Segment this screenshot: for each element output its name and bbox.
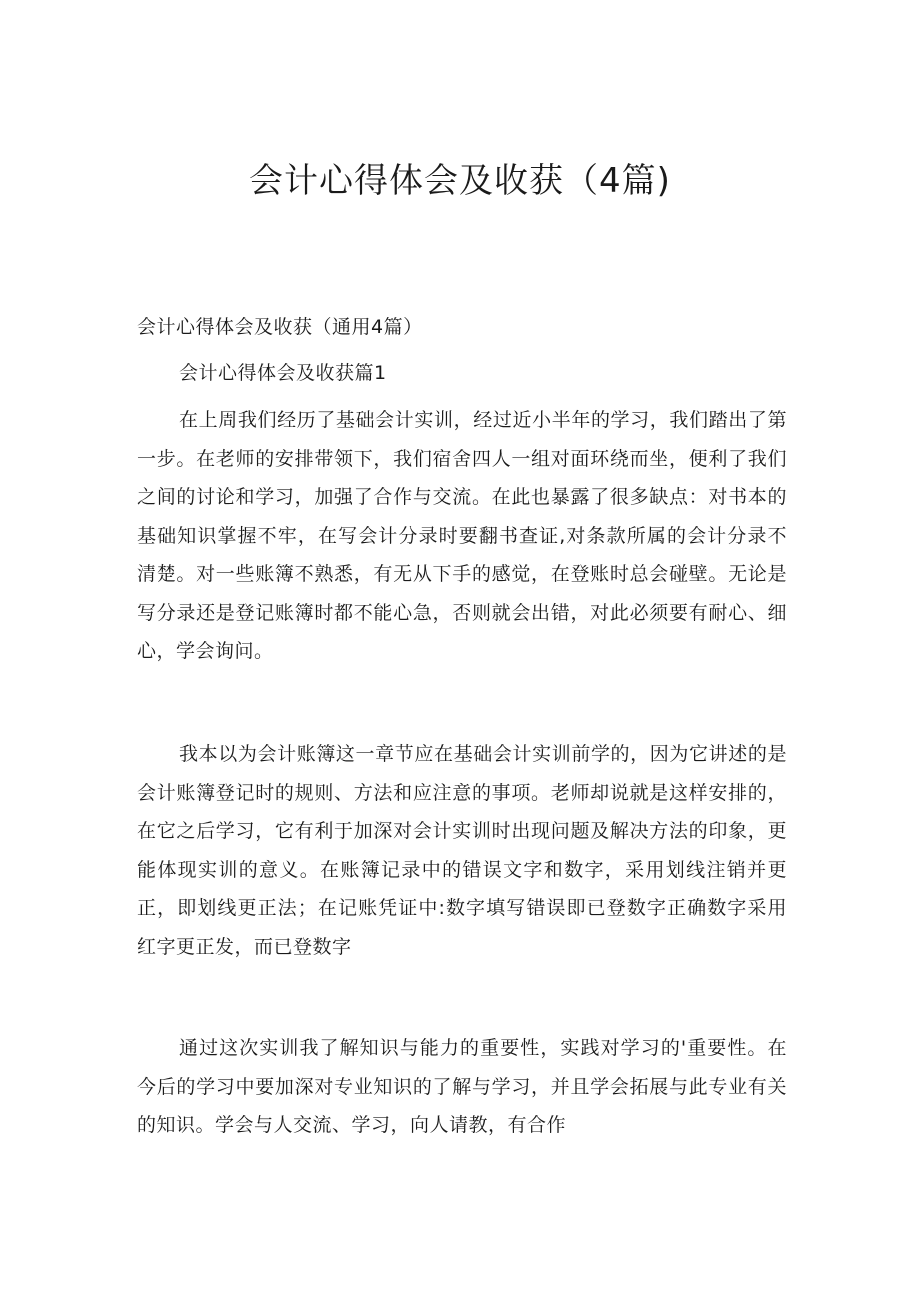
paragraph-2: 我本以为会计账簿这一章节应在基础会计实训前学的，因为它讲述的是会计账簿登记时的规则、方法和应注意的事项。老师却说就是这样安排的，在它之后学习，它有利于加深对会计实训时出现问题及解决方法的印象，更能体现实训的意义。在账簿记录中的错误文字和数字，采用划线注销并更正，即划线更正法；在记账凭证中:数字填写错误即已登数字正确数字采用红字更正发，而已登数字: [137, 743, 787, 958]
paragraph-1: 在上周我们经历了基础会计实训，经过近小半年的学习，我们踏出了第一步。在老师的安排带领下，我们宿舍四人一组对面环绕而坐，便利了我们之间的讨论和学习，加强了合作与交流。在此也暴露了很多缺点：对书本的基础知识掌握不牢，在写会计分录时要翻书查证,对条款所属的会计分录不清楚。对一些账簿不熟悉，有无从下手的感觉，在登账时总会碰壁。无论是写分录还是登记账簿时都不能心急，否则就会出错，对此必须要有耐心、细心，学会询问。: [137, 409, 787, 662]
document-title: 会计心得体会及收获（4篇): [249, 161, 671, 201]
document-subtitle: 会计心得体会及收获（通用4篇）: [137, 316, 423, 338]
section-heading: 会计心得体会及收获篇1: [179, 362, 387, 384]
paragraph-3: 通过这次实训我了解知识与能力的重要性，实践对学习的'重要性。在今后的学习中要加深对专业知识的了解与学习，并且学会拓展与此专业有关的知识。学会与人交流、学习，向人请教，有合作: [137, 1037, 787, 1136]
